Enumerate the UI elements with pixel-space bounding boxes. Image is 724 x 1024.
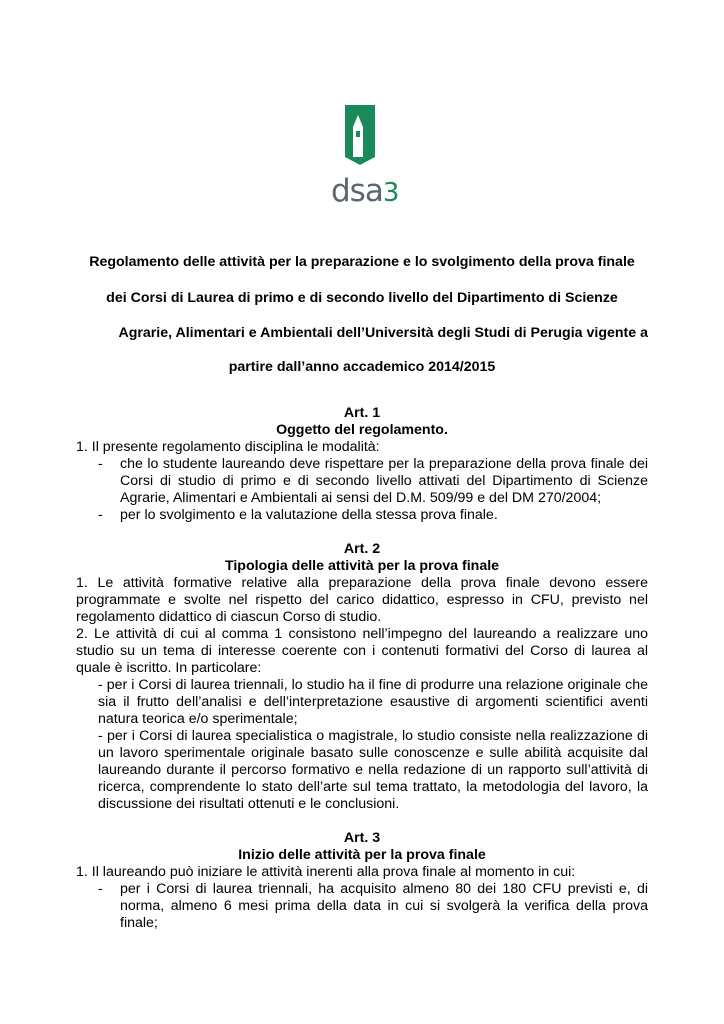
article-3-bullet-1: - per i Corsi di laurea triennali, ha acquisito almeno 80 dei 180 CFU previsti e, di norma, almeno 6 mesi prima della data in cui si svolgerà la verifica della prova finale; — [76, 881, 648, 932]
article-3-title: Inizio delle attività per la prova finale — [238, 847, 486, 863]
article-2-item-2: - per i Corsi di laurea specialistica o magistrale, lo studio consiste nella realizzazione di un lavoro sperimentale originale basato sulle conoscenze e sulle abilità acquisite dal laureando durante il percorso formativo e nella redazione di un rapporto sull’attività di ricerca, comprendente lo stato dell’arte sul tema trattato, la metodologia del lavoro, la discussione dei risultati ottenuti e le conclusioni. — [98, 728, 648, 812]
article-1-paragraph-1: 1. Il presente regolamento disciplina le modalità: — [76, 439, 380, 455]
tower-logo-icon — [325, 105, 405, 205]
article-3 — [76, 830, 648, 932]
article-1-bullet-2: - per lo svolgimento e la valutazione della stessa prova finale. — [76, 507, 648, 524]
document-title-line-1: Regolamento delle attività per la preparazione e lo svolgimento della prova finale — [89, 254, 635, 270]
document-body — [76, 405, 648, 932]
article-3-number: Art. 3 — [343, 830, 381, 846]
article-2-title: Tipologia delle attività per la prova finale — [224, 558, 500, 574]
article-1-number: Art. 1 — [343, 405, 381, 421]
logo-text: dsa3 — [331, 173, 399, 205]
dsa3-logo — [325, 105, 405, 205]
article-2-paragraph-1: 1. Le attività formative relative alla preparazione della prova finale devono essere programmate e svolte nel rispetto del carico didattico, espresso in CFU, previsto nel regolamento didattico di ciascun Corso di studio. — [76, 575, 648, 625]
article-2-item-1: - per i Corsi di laurea triennali, lo studio ha il fine di produrre una relazione originale che sia il frutto dell’analisi e dell’interpretazione esaustive di argomenti scientifici aventi natura teorica e/o sperimentale; — [98, 677, 648, 727]
article-1 — [76, 405, 648, 524]
article-2-paragraph-2: 2. Le attività di cui al comma 1 consistono nell’impegno del laureando a realizzare uno studio su un tema di interesse coerente con i contenuti formativi del Corso di laurea al quale è iscritto. In particolare: — [76, 626, 648, 676]
article-1-bullet-1: - che lo studente laureando deve rispettare per la preparazione della prova finale dei Corsi di studio di primo e di secondo livello attivati del Dipartimento di Scienze Agrarie, Alimentari e Ambientali ai sensi del D.M. 509/99 e del DM 270/2004; — [76, 456, 648, 507]
document-title-line-3: Agrarie, Alimentari e Ambientali dell’Università degli Studi di Perugia vigente a — [118, 325, 648, 341]
article-2 — [76, 541, 648, 813]
article-2-number: Art. 2 — [343, 541, 381, 557]
document-title-line-2: dei Corsi di Laurea di primo e di secondo livello del Dipartimento di Scienze — [106, 290, 618, 306]
article-1-title: Oggetto del regolamento. — [276, 422, 448, 438]
document-title-line-4: partire dall’anno accademico 2014/2015 — [228, 359, 496, 375]
article-3-paragraph-1: 1. Il laureando può iniziare le attività inerenti alla prova finale al momento in cui: — [76, 864, 576, 880]
